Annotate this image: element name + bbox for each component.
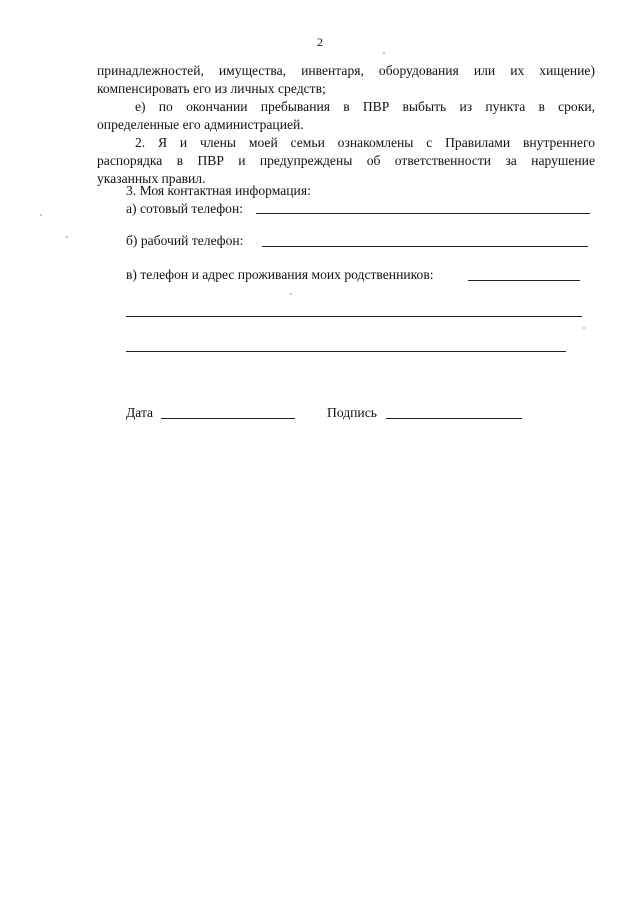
date-field[interactable] — [161, 418, 295, 419]
page-number: 2 — [317, 35, 323, 49]
contact-heading: 3. Моя контактная информация: — [126, 183, 311, 198]
mobile-phone-field[interactable] — [256, 213, 590, 214]
relatives-contact-field[interactable] — [468, 280, 580, 281]
relatives-contact-field-line-3[interactable] — [126, 351, 566, 352]
work-phone-label: б) рабочий телефон: — [126, 233, 244, 248]
scan-speck — [583, 327, 585, 329]
paragraph-line: указанных правил. — [97, 171, 206, 186]
relatives-contact-field-line-2[interactable] — [126, 316, 582, 317]
signature-field[interactable] — [386, 418, 522, 419]
paragraph-line: компенсировать его из личных средств; — [97, 81, 326, 96]
scan-speck — [290, 293, 292, 295]
paragraph-line: определенные его администрацией. — [97, 117, 304, 132]
mobile-phone-label: а) сотовый телефон: — [126, 201, 244, 216]
relatives-contact-label: в) телефон и адрес проживания моих родственников: — [126, 267, 434, 282]
scan-speck — [40, 214, 42, 216]
work-phone-field[interactable] — [262, 246, 588, 247]
scan-speck — [66, 236, 68, 238]
body-paragraphs — [97, 62, 595, 188]
paragraph-line: распорядка в ПВР и предупреждены об ответственности за нарушение — [97, 153, 595, 168]
paragraph-line: 2. Я и члены моей семьи ознакомлены с Правилами внутреннего — [135, 135, 595, 150]
date-label: Дата — [126, 405, 154, 420]
paragraph-line: принадлежностей, имущества, инвентаря, оборудования или их хищение) — [97, 63, 595, 78]
scan-speck — [383, 52, 385, 54]
paragraph-line: е) по окончании пребывания в ПВР выбыть из пункта в сроки, — [135, 99, 595, 114]
signature-label: Подпись — [327, 405, 377, 420]
